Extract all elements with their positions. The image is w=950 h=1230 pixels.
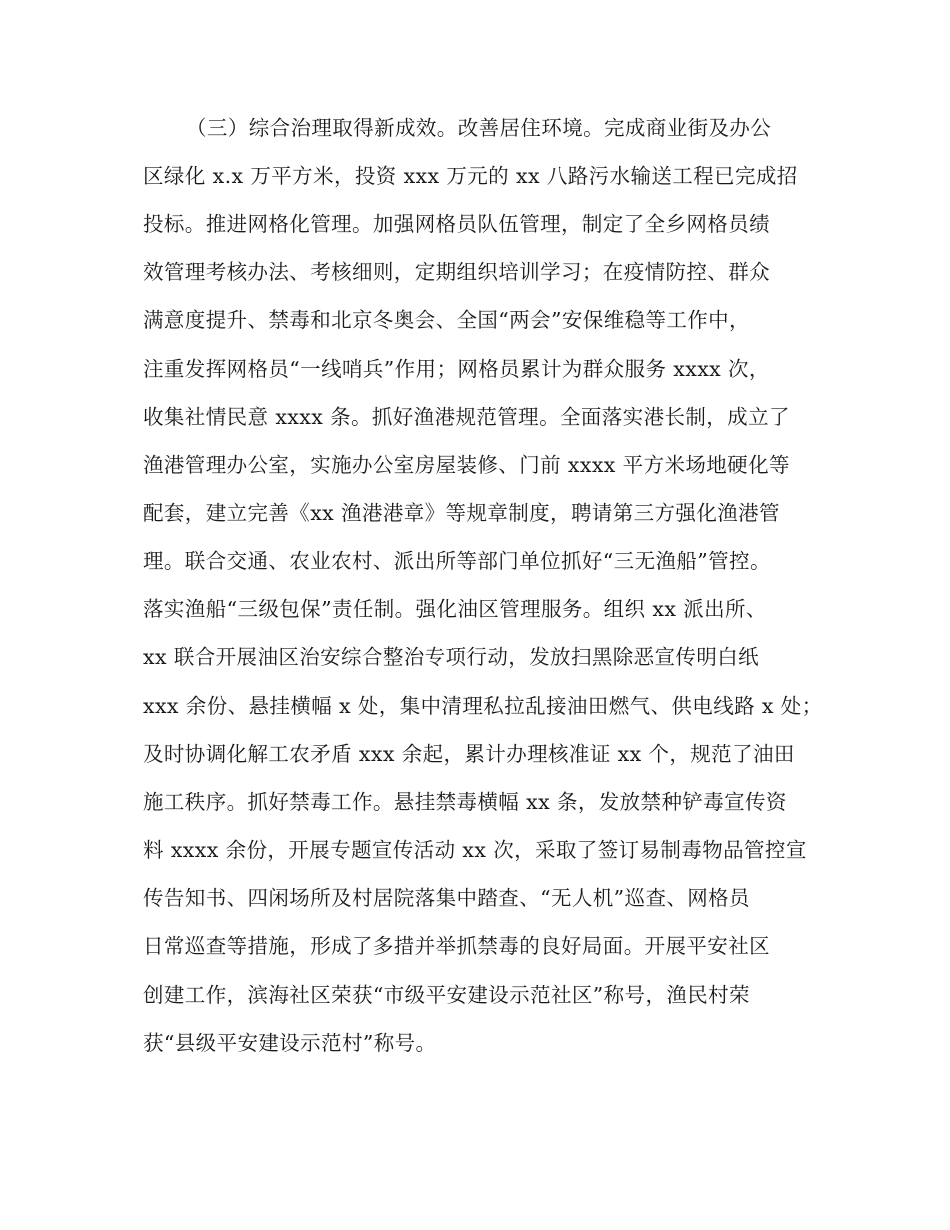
text-line: 理。联合交通、农业农村、派出所等部门单位抓好“三无渔船”管控。 bbox=[143, 549, 771, 573]
text-line: 日常巡查等措施，形成了多措并举抓禁毒的良好局面。开展平安社区 bbox=[143, 934, 770, 958]
text-line: 注重发挥网格员“一线哨兵”作用；网格员累计为群众服务 xxxx 次， bbox=[143, 357, 770, 381]
text-line: 传告知书、四闲场所及村居院落集中踏查、“无人机”巡查、网格员 bbox=[143, 886, 750, 910]
text-line: 效管理考核办法、考核细则，定期组织培训学习；在疫情防控、群众 bbox=[143, 260, 770, 284]
text-line: xx 联合开展油区治安综合整治专项行动，发放扫黑除恶宣传明白纸 bbox=[143, 645, 760, 669]
text-line: 施工秩序。抓好禁毒工作。悬挂禁毒横幅 xx 条，发放禁种铲毒宣传资 bbox=[143, 790, 787, 814]
text-line: （三）综合治理取得新成效。改善居住环境。完成商业街及办公 bbox=[186, 116, 772, 140]
text-line: 及时协调化解工农矛盾 xxx 余起，累计办理核准证 xx 个，规范了油田 bbox=[143, 742, 795, 766]
text-line: 料 xxxx 余份，开展专题宣传活动 xx 次，采取了签订易制毒物品管控宣 bbox=[143, 838, 807, 862]
text-line: 落实渔船“三级包保”责任制。强化油区管理服务。组织 xx 派出所、 bbox=[143, 597, 767, 621]
text-line: 配套，建立完善《xx 渔港港章》等规章制度，聘请第三方强化渔港管 bbox=[143, 501, 780, 525]
text-line: 投标。推进网格化管理。加强网格员队伍管理，制定了全乡网格员绩 bbox=[143, 212, 770, 236]
text-line: 收集社情民意 xxxx 条。抓好渔港规范管理。全面落实港长制，成立了 bbox=[143, 405, 790, 429]
text-line: 获“县级平安建设示范村”称号。 bbox=[143, 1031, 437, 1055]
text-line: 创建工作，滨海社区荣获“市级平安建设示范社区”称号，渔民村荣 bbox=[143, 983, 750, 1007]
text-line: 满意度提升、禁毒和北京冬奥会、全国“两会”安保维稳等工作中， bbox=[143, 308, 750, 332]
text-line: 渔港管理办公室，实施办公室房屋装修、门前 xxxx 平方米场地硬化等 bbox=[143, 453, 790, 477]
text-line: 区绿化 x.x 万平方米，投资 xxx 万元的 xx 八路污水输送工程已完成招 bbox=[143, 164, 798, 188]
text-line: xxx 余份、悬挂横幅 x 处，集中清理私拉乱接油田燃气、供电线路 x 处； bbox=[143, 694, 823, 718]
